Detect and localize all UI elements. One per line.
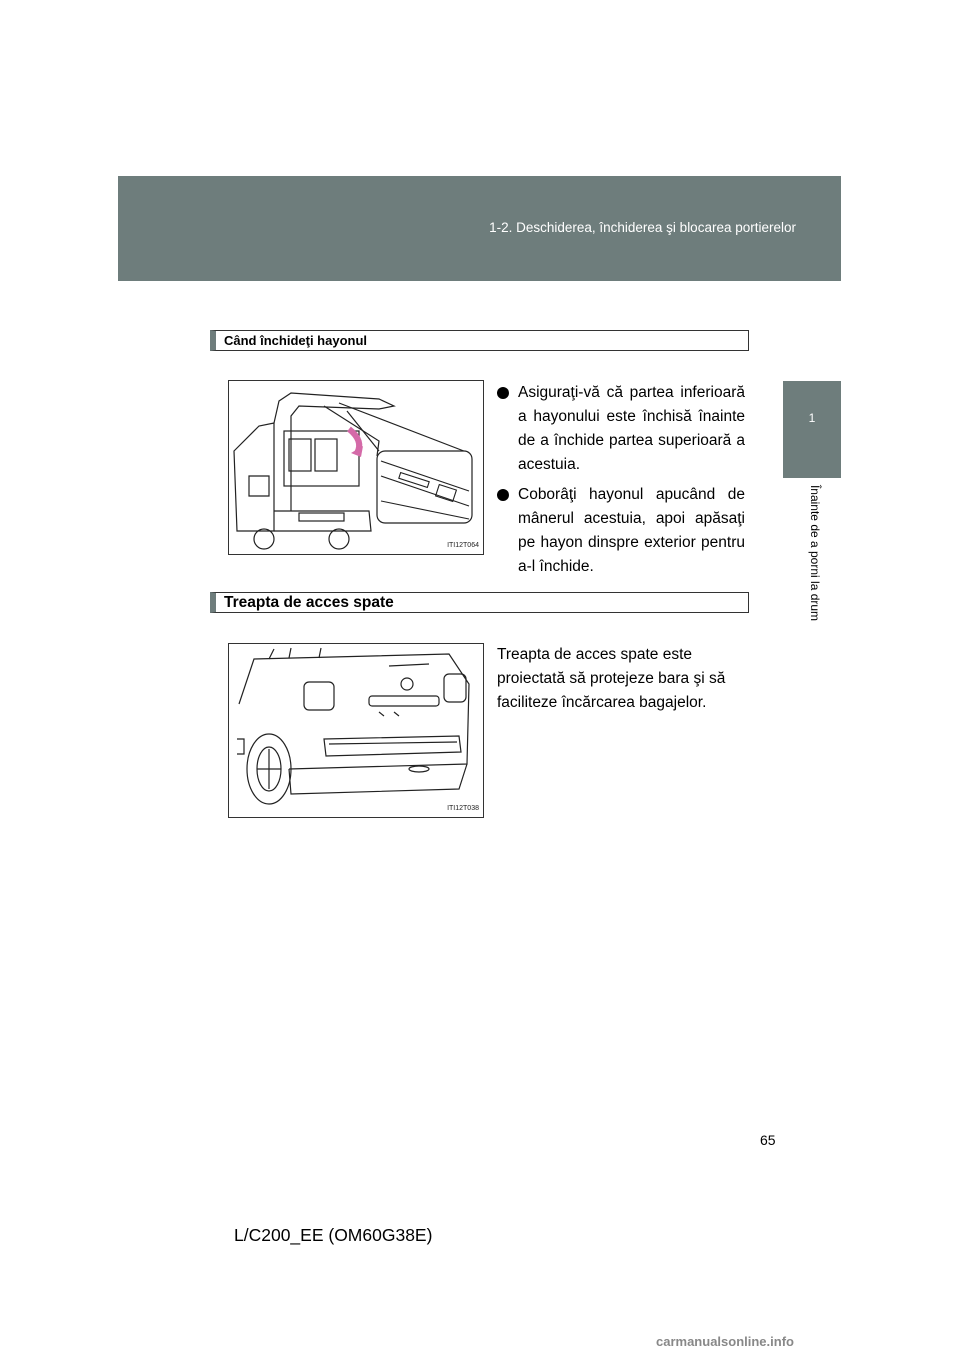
figure-code: ITI12T038	[447, 805, 479, 812]
tailgate-illustration	[228, 380, 484, 555]
chapter-tab	[783, 381, 841, 478]
bullet-list	[497, 381, 745, 585]
document-code: L/C200_EE (OM60G38E)	[234, 1225, 433, 1245]
list-item	[497, 381, 745, 477]
list-item	[497, 483, 745, 579]
page-number: 65	[760, 1132, 776, 1148]
section-heading-rear-step: Treapta de acces spate	[210, 592, 749, 613]
chapter-label	[805, 478, 825, 628]
chapter-number: 1	[808, 411, 816, 425]
header-band	[118, 176, 841, 281]
bullet-text: Coborâţi hayonul apucând de mânerul acestuia, apoi apăsaţi pe hayon dinspre exterior pentru a-l închide.	[518, 486, 745, 575]
figure-code: ITI12T064	[447, 542, 479, 549]
bullet-icon	[497, 489, 509, 501]
watermark: carmanualsonline.info	[656, 1334, 794, 1349]
bullet-text: Asiguraţi-vă că partea inferioară a hayonului este închisă înainte de a închide partea superioară a acestuia.	[518, 384, 745, 473]
tailgate-drawing	[229, 381, 483, 554]
rear-step-illustration	[228, 643, 484, 818]
section-heading-closing-tailgate: Când închideţi hayonul	[210, 330, 749, 351]
chapter-label-text: Înainte de a porni la drum	[808, 484, 822, 622]
bullet-icon	[497, 387, 509, 399]
rear-step-description: Treapta de acces spate este proiectată să protejeze bara şi să faciliteze încărcarea bagajelor.	[497, 646, 726, 711]
vehicle-rear-drawing	[229, 644, 483, 817]
section-title: 1-2. Deschiderea, închiderea şi blocarea portierelor	[489, 220, 796, 235]
